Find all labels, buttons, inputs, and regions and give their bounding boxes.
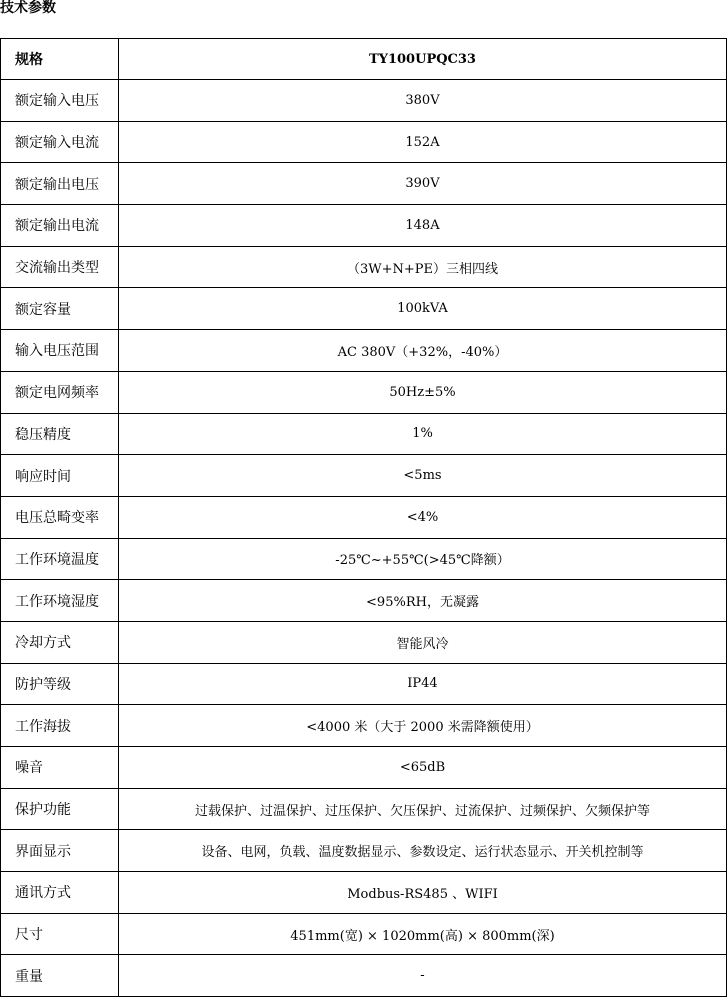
row-value: 智能风冷 <box>119 621 727 663</box>
row-value: 100kVA <box>119 288 727 330</box>
row-value: <95%RH，无凝露 <box>119 580 727 622</box>
row-label: 稳压精度 <box>1 413 119 455</box>
row-label: 额定电网频率 <box>1 371 119 413</box>
row-value: 451mm(宽) × 1020mm(高) × 800mm(深) <box>119 913 727 955</box>
table-row <box>1 288 727 330</box>
row-value: 380V <box>119 80 727 122</box>
table-row <box>1 163 727 205</box>
row-value: AC 380V（+32%，-40%） <box>119 330 727 372</box>
row-label: 额定输出电流 <box>1 205 119 247</box>
row-value: 设备、电网，负载、温度数据显示、参数设定、运行状态显示、开关机控制等 <box>119 830 727 872</box>
table-row <box>1 330 727 372</box>
row-value: 过载保护、过温保护、过压保护、欠压保护、过流保护、过频保护、欠频保护等 <box>119 788 727 830</box>
row-value: -25℃~+55℃(>45℃降额） <box>119 538 727 580</box>
spec-table-body <box>1 39 727 997</box>
table-row <box>1 455 727 497</box>
row-label: 尺寸 <box>1 913 119 955</box>
row-value: 50Hz±5% <box>119 371 727 413</box>
row-label: 额定输入电压 <box>1 80 119 122</box>
row-label: 冷却方式 <box>1 621 119 663</box>
row-value: 148A <box>119 205 727 247</box>
table-header-row <box>1 39 727 80</box>
row-label: 重量 <box>1 955 119 997</box>
header-label-cell: 规格 <box>1 39 119 80</box>
row-value: 1% <box>119 413 727 455</box>
table-row <box>1 747 727 789</box>
row-value: <5ms <box>119 455 727 497</box>
row-label: 电压总畸变率 <box>1 496 119 538</box>
spec-table <box>0 38 727 997</box>
row-value: - <box>119 955 727 997</box>
row-label: 通讯方式 <box>1 872 119 914</box>
row-label: 工作环境湿度 <box>1 580 119 622</box>
row-value: 390V <box>119 163 727 205</box>
table-row <box>1 121 727 163</box>
table-row <box>1 80 727 122</box>
row-value: 152A <box>119 121 727 163</box>
row-value: <4% <box>119 496 727 538</box>
row-value: <65dB <box>119 747 727 789</box>
table-row <box>1 205 727 247</box>
row-label: 界面显示 <box>1 830 119 872</box>
table-row <box>1 872 727 914</box>
row-label: 额定输入电流 <box>1 121 119 163</box>
row-label: 保护功能 <box>1 788 119 830</box>
row-value: Modbus-RS485 、WIFI <box>119 872 727 914</box>
row-label: 工作环境温度 <box>1 538 119 580</box>
table-row <box>1 246 727 288</box>
row-label: 额定输出电压 <box>1 163 119 205</box>
table-row <box>1 955 727 997</box>
row-label: 响应时间 <box>1 455 119 497</box>
row-value: <4000 米（大于 2000 米需降额使用） <box>119 705 727 747</box>
table-row <box>1 621 727 663</box>
row-label: 交流输出类型 <box>1 246 119 288</box>
table-row <box>1 496 727 538</box>
table-row <box>1 788 727 830</box>
table-row <box>1 830 727 872</box>
row-label: 额定容量 <box>1 288 119 330</box>
row-value: IP44 <box>119 663 727 705</box>
row-label: 输入电压范围 <box>1 330 119 372</box>
table-row <box>1 580 727 622</box>
table-row <box>1 913 727 955</box>
table-row <box>1 413 727 455</box>
page-title: 技术参数 <box>0 0 56 16</box>
header-model-cell: TY100UPQC33 <box>119 39 727 80</box>
row-label: 防护等级 <box>1 663 119 705</box>
row-label: 噪音 <box>1 747 119 789</box>
table-row <box>1 538 727 580</box>
row-label: 工作海拔 <box>1 705 119 747</box>
table-row <box>1 705 727 747</box>
table-row <box>1 371 727 413</box>
table-row <box>1 663 727 705</box>
row-value: （3W+N+PE）三相四线 <box>119 246 727 288</box>
